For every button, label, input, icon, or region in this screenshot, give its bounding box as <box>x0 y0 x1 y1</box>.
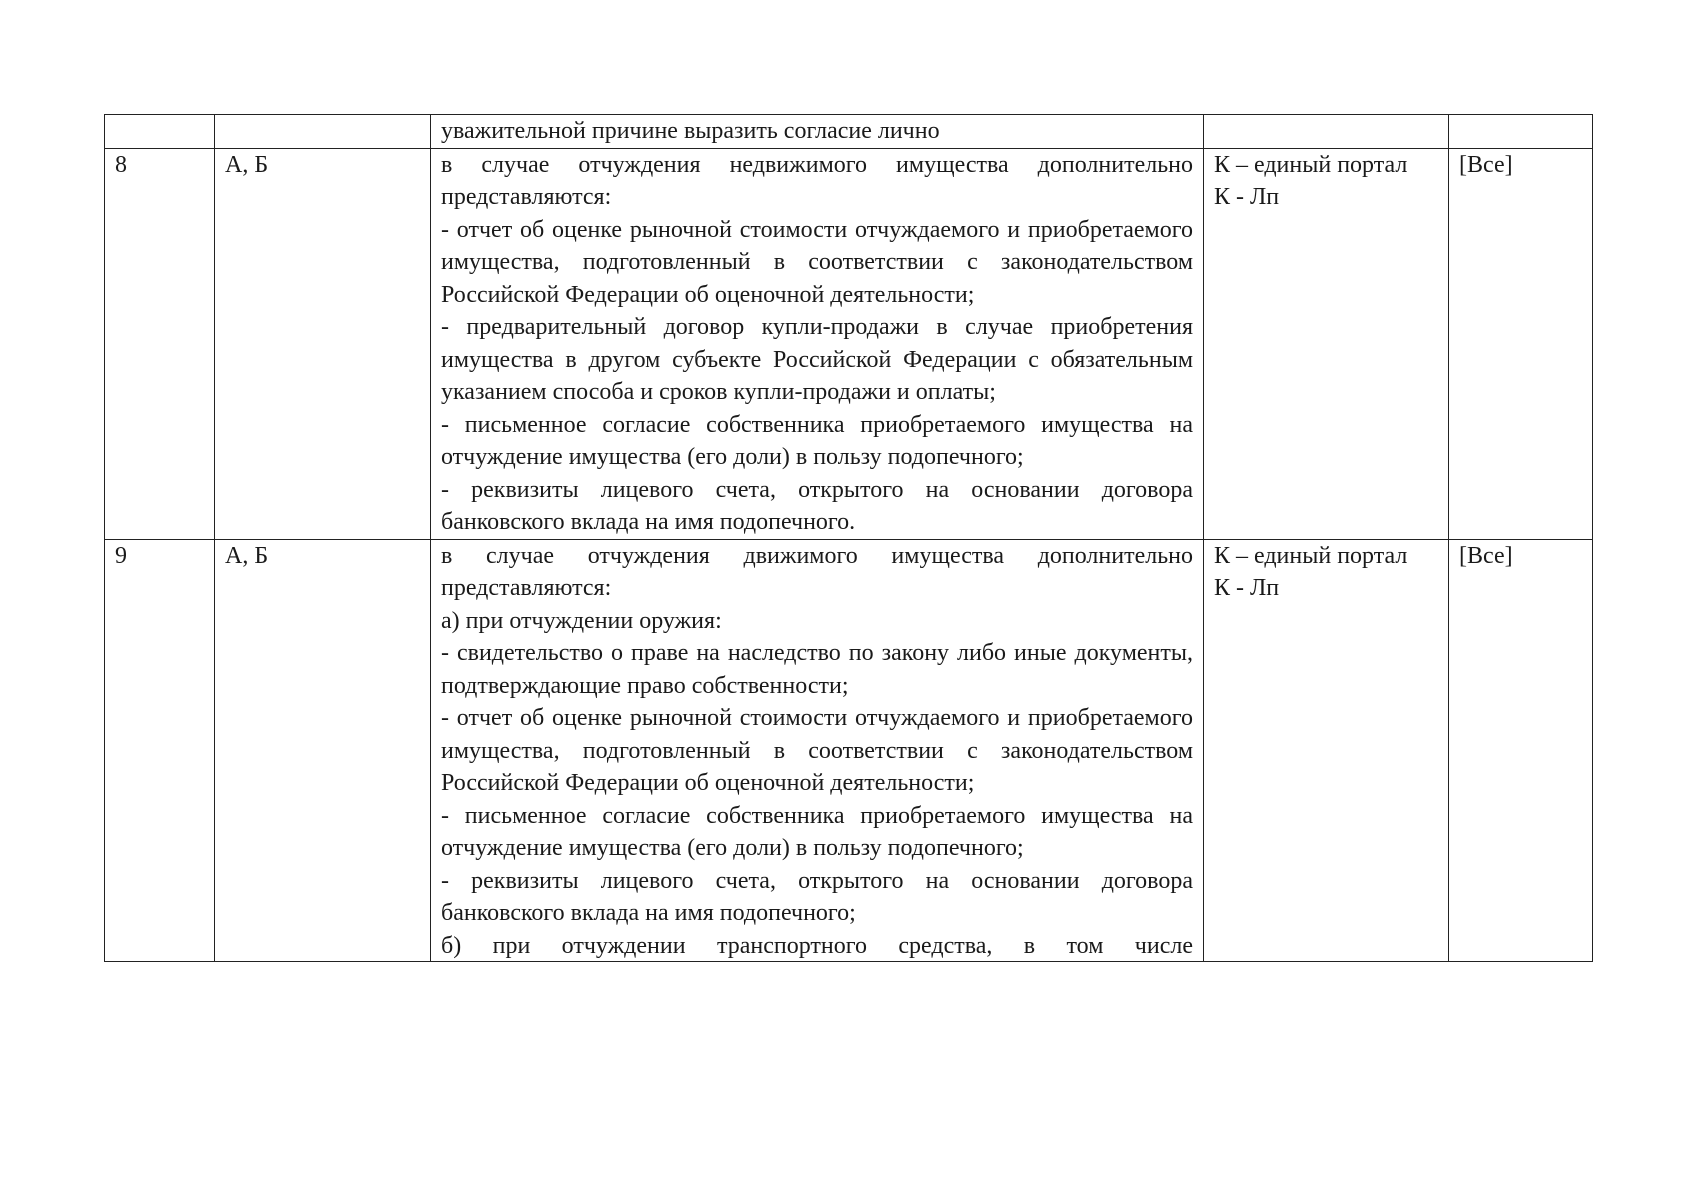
applicant-cell: А, Б <box>215 148 431 539</box>
row-number-cell <box>105 115 215 149</box>
submission-method-line: К - Лп <box>1214 575 1280 601</box>
description-cell <box>431 148 1204 539</box>
document-table <box>104 114 1593 962</box>
submission-method-line: К - Лп <box>1214 184 1280 210</box>
submission-method-cell <box>1204 148 1449 539</box>
submission-method-line: К – единый портал <box>1214 151 1408 178</box>
description-cell <box>431 539 1204 961</box>
description-paragraph: - реквизиты лицевого счета, открытого на основании договора банковского вклада на имя подопечного. <box>441 476 1193 535</box>
description-paragraph: б) при отчуждении транспортного средства, в том числе <box>441 932 1193 959</box>
submission-method-line: К – единый портал <box>1214 542 1408 569</box>
description-paragraph: - предварительный договор купли-продажи в случае приобретения имущества в другом субъекте Российской Федерации с обязательным указанием способа и сроков купли-продажи и оплаты; <box>441 314 1193 405</box>
submission-method-cell <box>1204 115 1449 149</box>
description-paragraph: в случае отчуждения движимого имущества дополнительно представляются: <box>441 542 1193 601</box>
row-number-cell: 8 <box>105 148 215 539</box>
description-paragraph: - реквизиты лицевого счета, открытого на основании договора банковского вклада на имя подопечного; <box>441 867 1193 926</box>
table-row <box>105 115 1593 149</box>
description-paragraph: а) при отчуждении оружия: <box>441 607 722 634</box>
scope-cell: [Все] <box>1449 539 1593 961</box>
description-paragraph: - отчет об оценке рыночной стоимости отчуждаемого и приобретаемого имущества, подготовленный в соответствии с законодательством Российской Федерации об оценочной деятельности; <box>441 705 1193 796</box>
submission-method-cell <box>1204 539 1449 961</box>
description-paragraph: - отчет об оценке рыночной стоимости отчуждаемого и приобретаемого имущества, подготовленный в соответствии с законодательством Российской Федерации об оценочной деятельности; <box>441 216 1193 308</box>
description-paragraph: - письменное согласие собственника приобретаемого имущества на отчуждение имущества (его доли) в пользу подопечного; <box>441 802 1193 861</box>
description-cell <box>431 115 1204 149</box>
description-paragraph: в случае отчуждения недвижимого имущества дополнительно представляются: <box>441 151 1193 210</box>
scope-cell <box>1449 115 1593 149</box>
applicant-cell: А, Б <box>215 539 431 961</box>
applicant-cell <box>215 115 431 149</box>
table-row <box>105 539 1593 961</box>
description-paragraph: уважительной причине выразить согласие лично <box>441 118 940 144</box>
row-number-cell: 9 <box>105 539 215 961</box>
description-paragraph: - письменное согласие собственника приобретаемого имущества на отчуждение имущества (его доли) в пользу подопечного; <box>441 411 1193 470</box>
description-paragraph: - свидетельство о праве на наследство по закону либо иные документы, подтверждающие право собственности; <box>441 640 1193 699</box>
table-row <box>105 148 1593 539</box>
scope-cell: [Все] <box>1449 148 1593 539</box>
